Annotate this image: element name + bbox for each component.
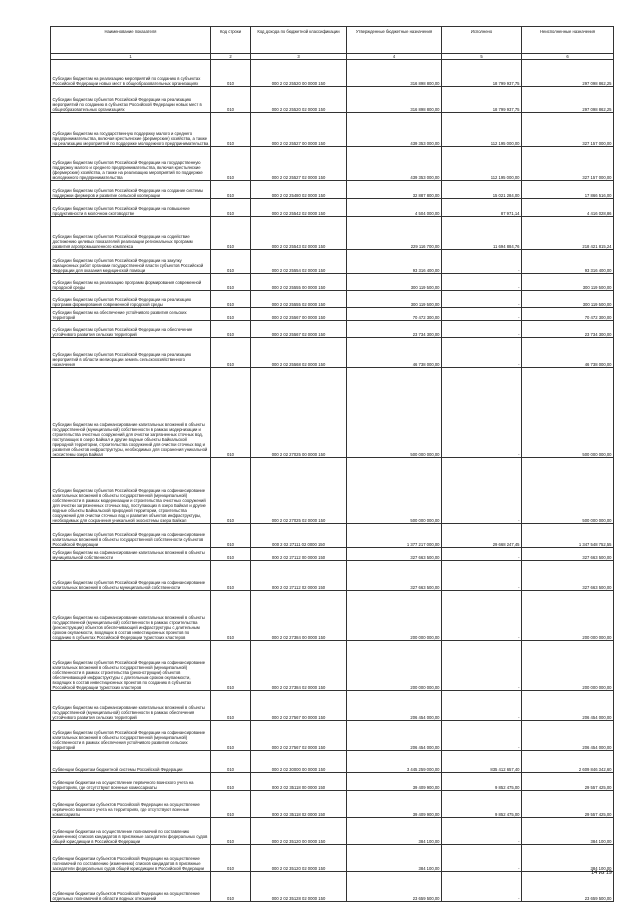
table-row [51, 291, 614, 308]
table-row [51, 818, 614, 845]
row-approved: 206 454 000,00 [347, 721, 442, 751]
report-sheet [50, 26, 613, 902]
row-name: Субвенции бюджетам субъектов Российской Федерации на осуществление первичного воинского учета на территориях, где отсутствуют военные комиссариаты [51, 791, 211, 818]
row-name: Субвенции бюджетам на осуществление первичного воинского учета на территориях, где отсутствуют военные комиссариаты [51, 773, 211, 791]
row-executed: - [442, 548, 522, 561]
row-name: Субсидии бюджетам на софинансирование капитальных вложений в объекты муниципальной собственности [51, 548, 211, 561]
header-remaining: Неисполненные назначения [522, 27, 614, 54]
table-row [51, 199, 614, 217]
row-line-code: 010 [211, 321, 251, 338]
row-name: Субвенции бюджетам субъектов Российской Федерации на осуществление отдельных полномочий в области водных отношений [51, 872, 211, 902]
row-remaining: 384 100,00 [522, 845, 614, 872]
row-executed: 18 799 937,75 [442, 87, 522, 113]
table-row [51, 113, 614, 147]
header-approved: Утвержденные бюджетные назначения [347, 27, 442, 54]
row-name: Субсидии бюджетам субъектов Российской Федерации на реализацию мероприятий в области мелиорации земель сельскохозяйственного назначения [51, 338, 211, 368]
table-row [51, 274, 614, 291]
row-executed: - [442, 872, 522, 902]
row-kbk: 000 2 02 27567 00 0000 150 [251, 691, 347, 721]
row-line-code: 010 [211, 181, 251, 199]
table-row [51, 641, 614, 691]
row-name: Субсидии бюджетам субъектов Российской Федерации на реализацию программ формирования современной городской среды [51, 291, 211, 308]
row-executed: 112 195 000,00 [442, 113, 522, 147]
row-line-code: 010 [211, 773, 251, 791]
row-name: Субсидии бюджетам субъектов Российской Федерации на софинансирование капитальных вложений в объекты государственной собственности субъектов Российской Федерации [51, 524, 211, 548]
row-name: Субсидии бюджетам на реализацию программ формирования современной городской среды [51, 274, 211, 291]
row-name: Субсидии бюджетам на софинансирование капитальных вложений в объекты государственной (муниципальной) собственности в рамках строительства (реконструкции) объектов обеспечивающей инфраструктуры с длительным сроком окупаемости, входящих в состав инвестиционных проектов по созданию в субъектах Российской Федерации туристских кластеров [51, 591, 211, 641]
column-index: 1 [51, 54, 211, 60]
row-kbk: 000 2 02 35120 00 0000 150 [251, 818, 347, 845]
column-index: 4 [347, 54, 442, 60]
row-name: Субсидии бюджетам субъектов Российской Федерации на закупку авиационных работ органами государственной власти субъектов Российской Федерации для оказания медицинской помощи [51, 250, 211, 274]
row-remaining: 500 000 000,00 [522, 458, 614, 524]
table-row [51, 751, 614, 773]
row-executed: 112 195 000,00 [442, 147, 522, 181]
row-remaining: 327 663 500,00 [522, 561, 614, 591]
row-name: Субвенции бюджетам субъектов Российской Федерации на осуществление полномочий по составлению (изменению) списков кандидатов в присяжные заседатели федеральных судов общей юрисдикции в Российской Федерации [51, 845, 211, 872]
row-kbk: 000 2 02 27384 00 0000 150 [251, 591, 347, 641]
row-approved: 1 377 217 000,00 [347, 524, 442, 548]
row-approved: 300 119 500,00 [347, 291, 442, 308]
row-approved: 93 316 400,00 [347, 250, 442, 274]
row-kbk: 000 2 02 27112 00 0000 150 [251, 548, 347, 561]
row-executed: - [442, 818, 522, 845]
row-remaining: 200 000 000,00 [522, 641, 614, 691]
row-remaining: 327 663 500,00 [522, 548, 614, 561]
row-name: Субсидии бюджетам на государственную поддержку малого и среднего предпринимательства, включая крестьянские (фермерские) хозяйства, а также на реализацию мероприятий по поддержке молодежного предпринимательства [51, 113, 211, 147]
row-kbk: 000 2 02 35128 02 0000 150 [251, 872, 347, 902]
row-line-code: 010 [211, 791, 251, 818]
row-approved: 39 409 900,00 [347, 791, 442, 818]
row-line-code: 010 [211, 291, 251, 308]
row-remaining: 384 100,00 [522, 818, 614, 845]
row-approved: 384 100,00 [347, 845, 442, 872]
row-line-code: 010 [211, 250, 251, 274]
row-name: Субсидии бюджетам субъектов Российской Федерации на создание системы поддержки фермеров и развитие сельской кооперации [51, 181, 211, 199]
column-index: 3 [251, 54, 347, 60]
row-line-code: 010 [211, 818, 251, 845]
table-row [51, 524, 614, 548]
row-kbk: 000 2 02 25520 00 0000 150 [251, 60, 347, 87]
table-row [51, 548, 614, 561]
row-remaining: 500 000 000,00 [522, 368, 614, 458]
row-executed: - [442, 561, 522, 591]
table-row [51, 338, 614, 368]
row-approved: 316 898 800,00 [347, 60, 442, 87]
table-row [51, 87, 614, 113]
table-row [51, 308, 614, 321]
row-kbk: 000 2 02 27384 02 0000 150 [251, 641, 347, 691]
row-name: Субсидии бюджетам субъектов Российской Федерации на реализацию мероприятий по созданию в субъектах Российской Федерации новых мест в общеобразовательных организациях [51, 87, 211, 113]
row-remaining: 327 157 000,00 [522, 113, 614, 147]
row-name: Субсидии бюджетам на софинансирование капитальных вложений в объекты государственной (муниципальной) собственности в рамках модернизации и строительства очистных сооружений для очистки загрязненных сточных вод, поступающих в озеро Байкал и другие водные объекты Байкальской природной территории, строительства сооружений для очистки сточных вод и развития объектов инфраструктуры, необходимых для сохранения уникальной экосистемы озера Байкал [51, 368, 211, 458]
row-kbk: 000 2 02 25554 02 0000 150 [251, 250, 347, 274]
header-row [51, 27, 614, 54]
row-executed: - [442, 458, 522, 524]
row-kbk: 000 2 02 27025 00 0000 150 [251, 368, 347, 458]
row-kbk: 000 2 02 25555 00 0000 150 [251, 274, 347, 291]
row-name: Субсидии бюджетам субъектов Российской Федерации на софинансирование капитальных вложений в объекты государственной (муниципальной) собственности в рамках модернизации и строительства очистных сооружений для очистки загрязненных сточных вод, поступающих в озеро Байкал и другие водные объекты Байкальской природной территории, строительства сооружений для очистки сточных вод и развития объектов инфраструктуры, необходимых для сохранения уникальной экосистемы озера Байкал [51, 458, 211, 524]
row-executed: 11 694 884,76 [442, 217, 522, 250]
row-name: Субсидии бюджетам субъектов Российской Федерации на государственную поддержку малого и среднего предпринимательства, включая крестьянские (фермерские) хозяйства, а также на реализацию мероприятий по поддержке молодежного предпринимательства [51, 147, 211, 181]
row-name: Субсидии бюджетам субъектов Российской Федерации на софинансирование капитальных вложений в объекты государственной (муниципальной) собственности в рамках обеспечения устойчивого развития сельских территорий [51, 721, 211, 751]
row-name: Субсидии бюджетам на реализацию мероприятий по созданию в субъектах Российской Федерации новых мест в общеобразовательных организациях [51, 60, 211, 87]
row-approved: 316 898 800,00 [347, 87, 442, 113]
row-line-code: 010 [211, 721, 251, 751]
table-row [51, 368, 614, 458]
row-executed: 9 852 475,00 [442, 791, 522, 818]
row-name: Субсидии бюджетам субъектов Российской Федерации на софинансирование капитальных вложений в объекты муниципальной собственности [51, 561, 211, 591]
row-line-code: 010 [211, 368, 251, 458]
row-kbk: 000 2 02 25527 02 0000 150 [251, 147, 347, 181]
row-line-code: 010 [211, 113, 251, 147]
page-number: 14 из 19 [591, 870, 612, 876]
row-remaining: 29 557 425,00 [522, 773, 614, 791]
table-row [51, 691, 614, 721]
column-index: 2 [211, 54, 251, 60]
row-line-code: 010 [211, 338, 251, 368]
row-remaining: 23 734 300,00 [522, 321, 614, 338]
row-kbk: 000 2 02 27112 02 0000 150 [251, 561, 347, 591]
row-line-code: 010 [211, 199, 251, 217]
row-remaining: 206 454 000,00 [522, 691, 614, 721]
table-row [51, 591, 614, 641]
header-executed: Исполнено [442, 27, 522, 54]
row-kbk: 000 2 02 27567 02 0000 150 [251, 721, 347, 751]
row-executed: - [442, 274, 522, 291]
row-approved: 3 445 259 000,00 [347, 751, 442, 773]
table-body [51, 60, 614, 902]
row-approved: 32 887 800,00 [347, 181, 442, 199]
row-executed: 15 021 284,00 [442, 181, 522, 199]
column-index: 5 [442, 54, 522, 60]
row-remaining: 297 098 862,25 [522, 87, 614, 113]
header-kbk: Код дохода по бюджетной классификации [251, 27, 347, 54]
row-approved: 327 663 500,00 [347, 561, 442, 591]
row-approved: 439 353 000,00 [347, 147, 442, 181]
row-kbk: 000 2 02 27025 02 0000 150 [251, 458, 347, 524]
row-approved: 206 454 000,00 [347, 691, 442, 721]
row-remaining: 218 421 815,24 [522, 217, 614, 250]
row-approved: 39 409 900,00 [347, 773, 442, 791]
row-kbk: 000 2 02 25543 02 0000 150 [251, 217, 347, 250]
row-name: Субсидии бюджетам субъектов Российской Федерации на повышение продуктивности в молочном скотоводстве [51, 199, 211, 217]
row-line-code: 010 [211, 691, 251, 721]
row-approved: 439 353 000,00 [347, 113, 442, 147]
row-line-code: 010 [211, 751, 251, 773]
row-line-code: 010 [211, 872, 251, 902]
row-approved: 500 000 000,00 [347, 458, 442, 524]
row-name: Субсидии бюджетам субъектов Российской Федерации на софинансирование капитальных вложений в объекты государственной (муниципальной) собственности в рамках строительства (реконструкции) объектов обеспечивающей инфраструктуры с длительным сроком окупаемости, входящих в состав инвестиционных проектов по созданию в субъектах Российской Федерации туристских кластеров [51, 641, 211, 691]
table-row [51, 561, 614, 591]
row-executed: - [442, 641, 522, 691]
table-row [51, 181, 614, 199]
row-executed: - [442, 250, 522, 274]
row-name: Субсидии бюджетам субъектов Российской Федерации на содействие достижению целевых показателей реализации региональных программ развития агропромышленного комплекса [51, 217, 211, 250]
row-executed: - [442, 691, 522, 721]
row-kbk: 000 2 02 35120 02 0000 150 [251, 845, 347, 872]
column-index: 6 [522, 54, 614, 60]
row-name: Субсидии бюджетам субъектов Российской Федерации на обеспечение устойчивого развития сельских территорий [51, 321, 211, 338]
row-remaining: 2 609 846 342,60 [522, 751, 614, 773]
row-kbk: 000 2 02 35118 00 0000 150 [251, 773, 347, 791]
row-approved: 4 504 000,00 [347, 199, 442, 217]
row-line-code: 010 [211, 308, 251, 321]
row-approved: 327 663 500,00 [347, 548, 442, 561]
row-executed: - [442, 721, 522, 751]
row-name: Субсидии бюджетам на софинансирование капитальных вложений в объекты государственной (муниципальной) собственности в рамках обеспечения устойчивого развития сельских территорий [51, 691, 211, 721]
table-row [51, 217, 614, 250]
row-executed: - [442, 321, 522, 338]
row-executed: 87 971,14 [442, 199, 522, 217]
row-line-code: 010 [211, 60, 251, 87]
row-line-code: 010 [211, 845, 251, 872]
row-kbk: 000 2 02 25520 02 0000 150 [251, 87, 347, 113]
row-approved: 300 119 500,00 [347, 274, 442, 291]
row-line-code: 010 [211, 274, 251, 291]
row-remaining: 300 119 500,00 [522, 291, 614, 308]
table-row [51, 321, 614, 338]
row-remaining: 327 157 000,00 [522, 147, 614, 181]
row-kbk: 000 2 02 25567 00 0000 150 [251, 308, 347, 321]
row-executed: - [442, 845, 522, 872]
row-approved: 200 000 000,00 [347, 641, 442, 691]
row-remaining: 17 866 516,00 [522, 181, 614, 199]
row-executed: 835 412 657,40 [442, 751, 522, 773]
row-kbk: 000 2 02 25568 02 0000 150 [251, 338, 347, 368]
table-row [51, 872, 614, 902]
row-approved: 200 000 000,00 [347, 591, 442, 641]
row-remaining: 70 472 300,00 [522, 308, 614, 321]
row-remaining: 200 000 000,00 [522, 591, 614, 641]
table-row [51, 458, 614, 524]
row-approved: 46 738 000,00 [347, 338, 442, 368]
table-row [51, 250, 614, 274]
table-row [51, 721, 614, 751]
row-kbk: 000 2 02 35118 02 0000 150 [251, 791, 347, 818]
row-executed: - [442, 591, 522, 641]
row-line-code: 010 [211, 87, 251, 113]
budget-revenue-table [50, 26, 614, 902]
table-row [51, 147, 614, 181]
row-executed: - [442, 368, 522, 458]
row-name: Субсидии бюджетам на обеспечение устойчивого развития сельских территорий [51, 308, 211, 321]
row-kbk: 000 2 02 25480 02 0000 150 [251, 181, 347, 199]
row-approved: 500 000 000,00 [347, 368, 442, 458]
row-name: Субвенции бюджетам на осуществление полномочий по составлению (изменению) списков кандидатов в присяжные заседатели федеральных судов общей юрисдикции в Российской Федерации [51, 818, 211, 845]
row-approved: 384 100,00 [347, 818, 442, 845]
row-executed: - [442, 338, 522, 368]
row-line-code: 010 [211, 524, 251, 548]
row-approved: 229 116 700,00 [347, 217, 442, 250]
table-row [51, 845, 614, 872]
header-line-code: Код строки [211, 27, 251, 54]
row-remaining: 300 119 500,00 [522, 274, 614, 291]
row-executed: - [442, 291, 522, 308]
row-kbk: 000 2 02 25527 00 0000 150 [251, 113, 347, 147]
row-kbk: 000 2 02 25567 02 0000 150 [251, 321, 347, 338]
table-row [51, 773, 614, 791]
row-line-code: 010 [211, 147, 251, 181]
row-executed: - [442, 308, 522, 321]
row-remaining: 206 454 000,00 [522, 721, 614, 751]
table-row [51, 60, 614, 87]
row-executed: 9 852 475,00 [442, 773, 522, 791]
row-approved: 70 472 300,00 [347, 308, 442, 321]
row-line-code: 010 [211, 458, 251, 524]
row-line-code: 010 [211, 591, 251, 641]
row-kbk: 000 2 02 25542 02 0000 150 [251, 199, 347, 217]
row-line-code: 010 [211, 548, 251, 561]
row-remaining: 29 557 425,00 [522, 791, 614, 818]
row-name: Субвенции бюджетам бюджетной системы Российской Федерации [51, 751, 211, 773]
row-kbk: 000 2 02 25555 02 0000 150 [251, 291, 347, 308]
row-remaining: 297 098 862,25 [522, 60, 614, 87]
row-executed: 18 799 937,75 [442, 60, 522, 87]
row-approved: 23 734 300,00 [347, 321, 442, 338]
row-remaining: 1 347 548 752,55 [522, 524, 614, 548]
row-remaining: 93 316 400,00 [522, 250, 614, 274]
row-line-code: 010 [211, 641, 251, 691]
row-remaining: 46 738 000,00 [522, 338, 614, 368]
table-row [51, 791, 614, 818]
row-approved: 23 659 500,00 [347, 872, 442, 902]
row-remaining: 23 659 500,00 [522, 872, 614, 902]
row-line-code: 010 [211, 561, 251, 591]
row-line-code: 010 [211, 217, 251, 250]
row-kbk: 000 2 02 27111 02 0000 150 [251, 524, 347, 548]
row-kbk: 000 2 02 30000 00 0000 150 [251, 751, 347, 773]
row-remaining: 4 416 028,86 [522, 199, 614, 217]
row-executed: 29 668 247,45 [442, 524, 522, 548]
header-name: Наименование показателя [51, 27, 211, 54]
